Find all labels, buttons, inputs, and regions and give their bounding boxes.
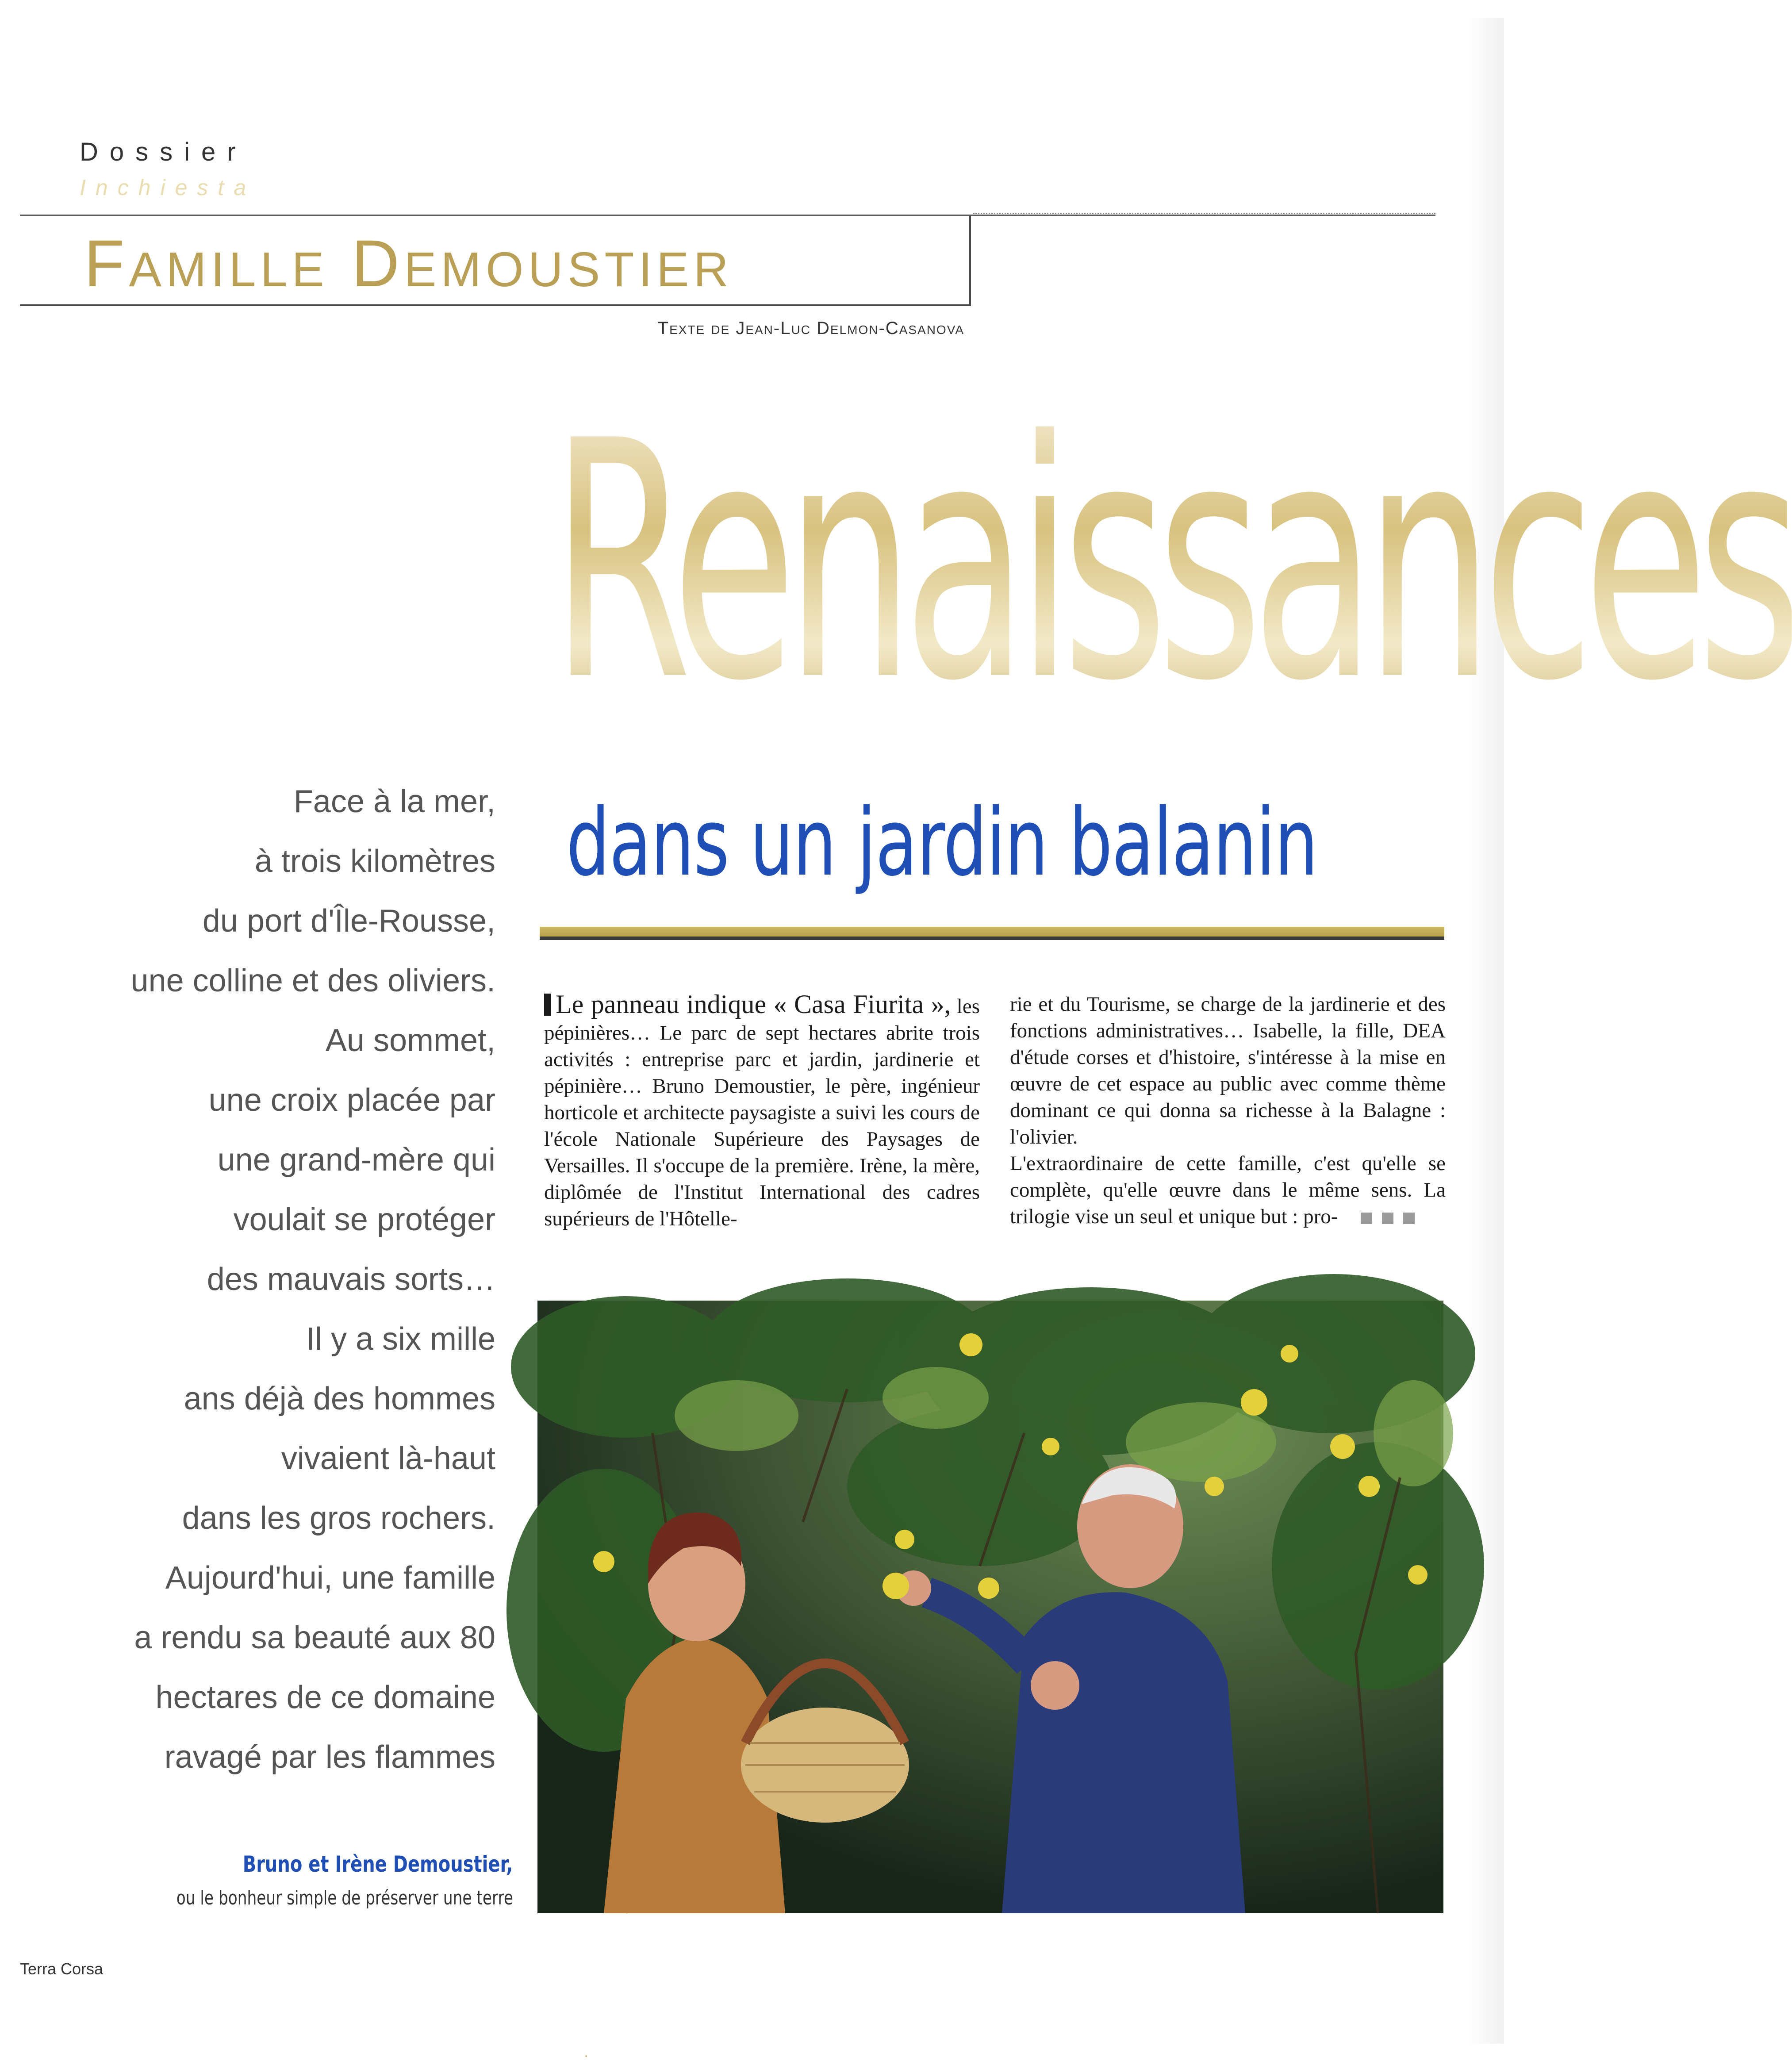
intro-line: Aujourd'hui, une famille xyxy=(165,1560,495,1596)
intro-line: voulait se protéger xyxy=(233,1202,495,1237)
intro-line: Face à la mer, xyxy=(293,784,495,819)
subtitle: dans un jardin balanin xyxy=(566,788,1318,897)
article-col1-text: les pépinières… Le parc de sept hectares abrite trois activités : entreprise parc et jardin, jardinerie et pépinière… Bruno Demoustier, le père, ingénieur horticole et architecte paysagiste a suivi les cours de l'école Nationale Supérieure des Paysages de Versailles. Il s'occupe de la première. Irène, la mère, diplômée de l'Institut International des cadres supérieurs de l'Hôtelle- xyxy=(544,995,980,1230)
family-title-rest2: EMOUSTIER xyxy=(403,242,733,297)
family-title-cap2: D xyxy=(351,226,404,300)
intro-line: du port d'Île-Rousse, xyxy=(202,903,495,939)
intro-line: Il y a six mille xyxy=(306,1321,495,1357)
family-title-cap1: F xyxy=(84,226,129,300)
lead-marker xyxy=(544,994,551,1016)
continue-marks-icon xyxy=(1351,1203,1415,1230)
intro-line: ans déjà des hommes xyxy=(184,1381,495,1416)
article-column-1 xyxy=(544,991,980,1232)
intro-text xyxy=(66,772,495,1787)
article-lead: Le panneau indique « Casa Fiurita », xyxy=(556,990,951,1019)
subtitle-rule-shadow xyxy=(540,937,1444,940)
article-col2-para2: L'extraordinaire de cette famille, c'est qu'elle se complète, qu'elle œuvre dans le même sens. La trilogie vise un seul et unique but : pro- xyxy=(1010,1152,1446,1228)
intro-line: ravagé par les flammes xyxy=(164,1739,495,1775)
subtitle-gold-rule xyxy=(540,927,1444,937)
header-dotted-rule xyxy=(973,213,1435,214)
footer-mark: · xyxy=(584,2048,588,2063)
intro-line: des mauvais sorts… xyxy=(207,1262,495,1297)
footer-magazine-name: Terra Corsa xyxy=(20,1960,104,1978)
intro-line: vivaient là-haut xyxy=(281,1441,495,1476)
caption-text: ou le bonheur simple de préserver une terre xyxy=(176,1887,513,1909)
intro-line: une colline et des oliviers. xyxy=(130,963,495,998)
section-rubric: Dossier xyxy=(80,138,247,166)
byline xyxy=(658,319,964,338)
page-edge-shade xyxy=(1466,18,1504,2044)
intro-line: Au sommet, xyxy=(325,1023,495,1058)
family-title-rest1: AMILLE xyxy=(129,242,329,297)
section-rubric-corsican: Inchiesta xyxy=(80,175,256,200)
intro-line: à trois kilomètres xyxy=(254,844,495,879)
intro-line: a rendu sa beauté aux 80 xyxy=(134,1620,495,1655)
photo-lemon-tree-couple xyxy=(537,1301,1443,1913)
intro-line: dans les gros rochers. xyxy=(182,1501,495,1536)
intro-line: hectares de ce domaine xyxy=(155,1680,495,1715)
intro-line: une croix placée par xyxy=(208,1082,495,1118)
family-title xyxy=(84,226,733,300)
article-col2-para1: rie et du Tourisme, se charge de la jardinerie et des fonctions administratives… Isabelle, la fille, DEA d'étude corses et d'histoire, s'intéresse à la mise en œuvre de cet espace au public avec comme thème dominant ce qui donna sa richesse à la Balagne : l'olivier. xyxy=(1010,993,1446,1148)
article-column-2 xyxy=(1010,991,1446,1230)
byline-text: Texte de Jean-Luc Delmon-Casanova xyxy=(657,319,964,338)
intro-line: une grand-mère qui xyxy=(217,1142,495,1178)
main-title: Renaissances xyxy=(551,371,1792,752)
caption-name: Bruno et Irène Demoustier, xyxy=(243,1851,513,1877)
